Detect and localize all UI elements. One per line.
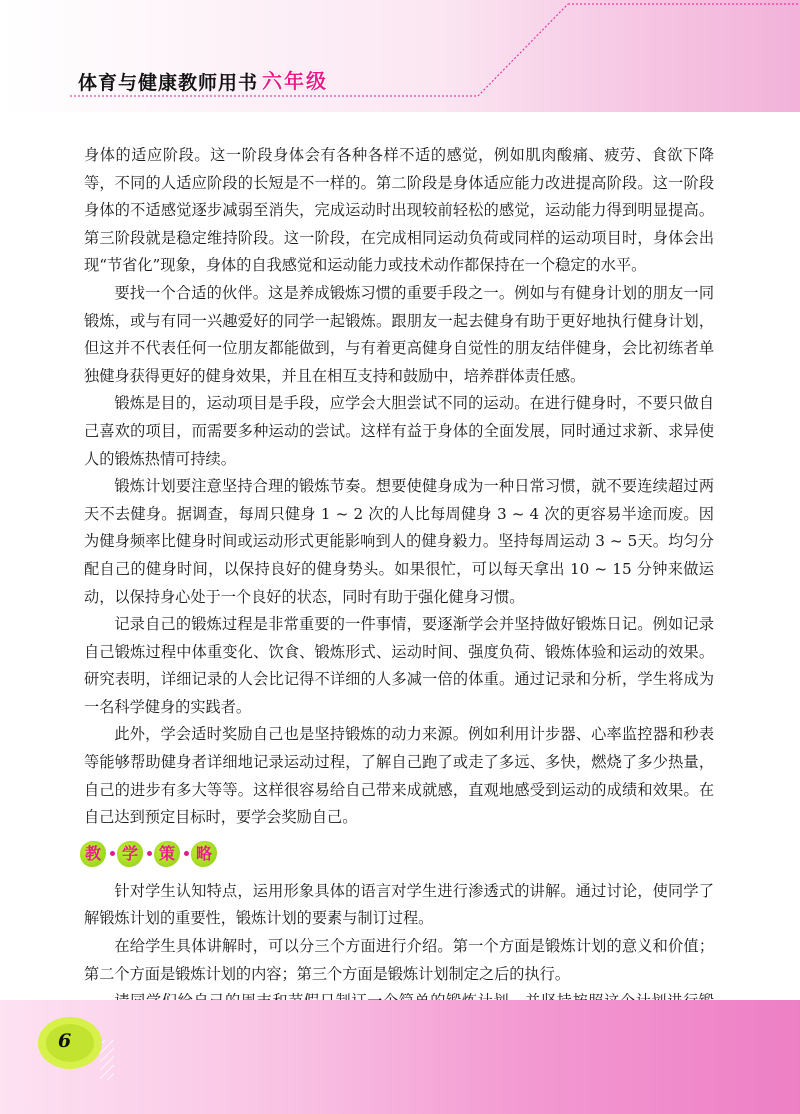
- separator-dot: [110, 851, 115, 856]
- grade-badge: 六年级: [262, 69, 328, 93]
- book-title: 体育与健康教师用书: [78, 72, 259, 94]
- main-content: [84, 142, 714, 1099]
- section-heading-char: 学: [117, 841, 143, 867]
- page-number: 6: [58, 1030, 72, 1052]
- footer-decoration: [0, 1000, 800, 1114]
- section-heading-char: 略: [191, 841, 217, 867]
- separator-dot: [147, 851, 152, 856]
- paragraph: 针对学生认知特点，运用形象具体的语言对学生进行渗透式的讲解。通过讨论，使同学了解锻炼计划的重要性，锻炼计划的要素与制订过程。: [84, 881, 714, 928]
- paragraph: 锻炼计划要注意坚持合理的锻炼节奏。想要使健身成为一种日常习惯，就不要连续超过两天不去健身。据调查，每周只健身 1 ~ 2 次的人比每周健身 3 ~ 4 次的更容易半途而废。因为健身频率比健身时间或运动形式更能影响到人的健身毅力。坚持每周运动 3 ~ 5天。均匀分配自己的健身时间，以保持良好的健身势头。如果很忙，可以每天拿出 10 ~ 15 分钟来做运动，以保持身心处于一个良好的状态，同时有助于强化健身习惯。: [84, 477, 714, 606]
- paragraph: 此外，学会适时奖励自己也是坚持锻炼的动力来源。例如利用计步器、心率监控器和秒表等能够帮助健身者详细地记录运动过程，了解自己跑了或走了多远、多快，燃烧了多少热量，自己的进步有多大等等。这样很容易给自己带来成就感，直观地感受到运动的成绩和效果。在自己达到预定目标时，要学会奖励自己。: [84, 725, 714, 827]
- separator-dot: [184, 851, 189, 856]
- paragraph: 身体的适应阶段。这一阶段身体会有各种各样不适的感觉，例如肌肉酸痛、疲劳、食欲下降等，不同的人适应阶段的长短是不一样的。第二阶段是身体适应能力改进提高阶段。这一阶段身体的不适感觉逐步减弱至消失，完成运动时出现较前轻松的感觉，运动能力得到明显提高。第三阶段就是稳定维持阶段。这一阶段，在完成相同运动负荷或同样的运动项目时，身体会出现“节省化”现象，身体的自我感觉和运动能力或技术动作都保持在一个稳定的水平。: [84, 146, 714, 275]
- paragraph: 记录自己的锻炼过程是非常重要的一件事情，要逐渐学会并坚持做好锻炼日记。例如记录自己锻炼过程中体重变化、饮食、锻炼形式、运动时间、强度负荷、锻炼体验和运动的效果。研究表明，详细记录的人会比记得不详细的人多减一倍的体重。通过记录和分析，学生将成为一名科学健身的实践者。: [84, 615, 714, 716]
- paragraph: 要找一个合适的伙伴。这是养成锻炼习惯的重要手段之一。例如与有健身计划的朋友一同锻炼，或与有同一兴趣爱好的同学一起锻炼。跟朋友一起去健身有助于更好地执行健身计划，但这并不代表任何一位朋友都能做到，与有着更高健身自觉性的朋友结伴健身，会比初练者单独健身获得更好的健身效果，并且在相互支持和鼓励中，培养群体责任感。: [84, 283, 714, 385]
- paragraph: 锻炼是目的，运动项目是手段，应学会大胆尝试不同的运动。在进行健身时，不要只做自己喜欢的项目，而需要多种运动的尝试。这样有益于身体的全面发展，同时通过求新、求异使人的锻炼热情可持续。: [84, 394, 714, 468]
- section-heading-teaching-strategy: [80, 840, 714, 874]
- paragraph: 在给学生具体讲解时，可以分三个方面进行介绍。第一个方面是锻炼计划的意义和价值；第二个方面是锻炼计划的内容；第三个方面是锻炼计划制定之后的执行。: [84, 937, 714, 983]
- header-decoration: [0, 0, 800, 112]
- section-heading-char: 策: [154, 841, 180, 867]
- section-heading-char: 教: [80, 841, 106, 867]
